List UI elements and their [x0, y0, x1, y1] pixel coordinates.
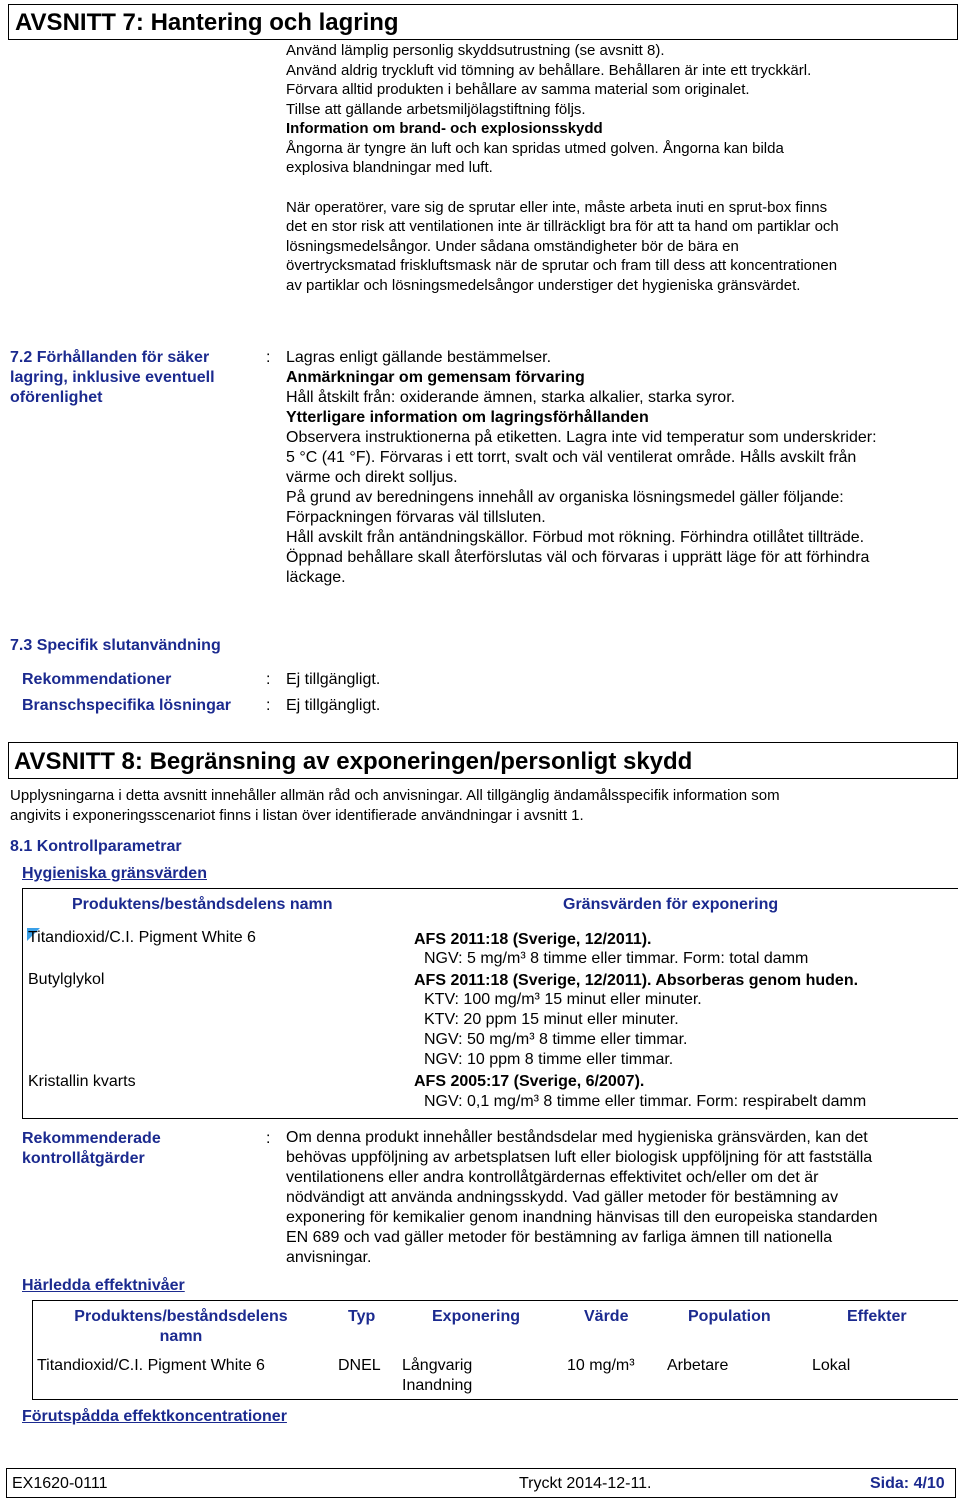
colon-separator: : — [266, 697, 271, 714]
text-line: ventilationens eller andra kontrollåtgärdernas effektivitet och/eller om det är — [286, 1169, 819, 1186]
table-row-name: Titandioxid/C.I. Pigment White 6 — [28, 929, 256, 946]
footer-box — [6, 1468, 956, 1498]
label-line: Rekommenderade — [22, 1130, 161, 1147]
recommended-controls-text — [286, 1128, 877, 1268]
table-row-name: Butylglykol — [28, 971, 105, 988]
spray-line: lösningsmedelsångor. Under sådana omständigheter bör de bära en — [286, 237, 739, 255]
storage-line: På grund av beredningens innehåll av organiska lösningsmedel gäller följande: — [286, 489, 844, 506]
table-border — [32, 1300, 33, 1399]
intro-line: Använd aldrig tryckluft vid tömning av behållare. Behållaren är inte ett tryckkärl. — [286, 61, 812, 79]
dnel-header-type: Typ — [348, 1308, 376, 1325]
fire-line: explosiva blandningar med luft. — [286, 159, 493, 176]
label-line: lagring, inklusive eventuell — [10, 369, 215, 386]
section-7-3-heading: 7.3 Specifik slutanvändning — [10, 637, 221, 654]
joint-storage-heading: Anmärkningar om gemensam förvaring — [286, 369, 585, 386]
dnel-row-name: Titandioxid/C.I. Pigment White 6 — [37, 1357, 265, 1374]
intro-line: Använd lämplig personlig skyddsutrustning (se avsnitt 8). — [286, 42, 665, 59]
section-8-1-heading: 8.1 Kontrollparametrar — [10, 838, 182, 855]
pnec-heading: Förutspådda effektkoncentrationer — [22, 1408, 287, 1425]
industry-solutions-label: Branschspecifika lösningar — [22, 697, 231, 714]
text-line: behövas uppföljning av arbetsplatsen luft eller biologisk uppföljning för att fastställa — [286, 1149, 873, 1166]
dnel-header-name — [38, 1307, 324, 1347]
table-row-name: Kristallin kvarts — [28, 1073, 136, 1090]
storage-line: 5 °C (41 °F). Förvaras i ett torrt, svalt och väl ventilerat område. Hålls avskilt från — [286, 449, 857, 466]
hygienic-limits-heading: Hygieniska gränsvärden — [22, 865, 207, 882]
section-8-intro — [10, 786, 780, 825]
spray-line: det en stor risk att ventilationen inte är tillräckligt bra för att ta hand om partiklar och — [286, 218, 839, 235]
colon-separator: : — [266, 671, 271, 688]
section-8-title: AVSNITT 8: Begränsning av exponeringen/personligt skydd — [14, 748, 693, 775]
text-line: EN 689 och vad gäller metoder för bestämning av farliga ämnen till nationella — [286, 1229, 833, 1246]
section-7-2-label — [10, 348, 215, 408]
dnel-row-type: DNEL — [338, 1357, 381, 1374]
storage-line: värme och direkt solljus. — [286, 469, 458, 486]
storage-info-heading: Ytterligare information om lagringsförhållanden — [286, 409, 649, 426]
dnel-header-exposure: Exponering — [432, 1308, 521, 1325]
label-line: oförenlighet — [10, 389, 103, 406]
oel-column-header-limits: Gränsvärden för exponering — [563, 896, 779, 913]
table-row-limit: KTV: 100 mg/m³ 15 minut eller minuter. — [424, 991, 702, 1008]
spray-line: När operatörer, vare sig de sprutar eller inte, måste arbeta inuti en sprut-box finns — [286, 198, 828, 216]
text-line: nödvändigt att använda andningsskydd. Vad gäller metoder för bestämning av — [286, 1189, 839, 1206]
intro-line: Tillse att gällande arbetsmiljölagstiftning följs. — [286, 100, 586, 118]
table-row-limit: KTV: 20 ppm 15 minut eller minuter. — [424, 1011, 679, 1028]
dnel-row-effects: Lokal — [812, 1357, 851, 1374]
spray-line: övertrycksmatad friskluftsmask när de sprutar och fram till dess att koncentrationen — [286, 257, 838, 274]
oel-column-header-name: Produktens/beståndsdelens namn — [72, 896, 333, 913]
colon-separator: : — [266, 1130, 271, 1147]
table-row-ref: AFS 2005:17 (Sverige, 6/2007). — [414, 1073, 645, 1090]
footer-printed: Tryckt 2014-12-11. — [519, 1475, 652, 1492]
header-line: namn — [159, 1328, 203, 1345]
table-border — [22, 888, 958, 889]
dnel-heading: Härledda effektnivåer — [22, 1277, 185, 1294]
fire-heading: Information om brand- och explosionsskydd — [286, 120, 603, 137]
table-row-limit: NGV: 5 mg/m³ 8 timme eller timmar. Form: total damm — [424, 950, 809, 967]
table-row-limit: NGV: 10 ppm 8 timme eller timmar. — [424, 1051, 674, 1068]
intro-line: angivits i exponeringsscenariot finns i listan över identifierade användningar i avsnitt 1. — [10, 806, 584, 824]
header-line: Produktens/beståndsdelens — [74, 1308, 288, 1325]
table-row-limit: NGV: 50 mg/m³ 8 timme eller timmar. — [424, 1031, 688, 1048]
cell-line: Långvarig — [402, 1357, 473, 1374]
section-7-1-text — [286, 41, 839, 295]
section-8-header — [8, 742, 958, 779]
section-7-title: AVSNITT 7: Hantering och lagring — [15, 9, 399, 36]
table-row-ref: AFS 2011:18 (Sverige, 12/2011). Absorberas genom huden. — [414, 972, 859, 989]
dnel-row-population: Arbetare — [667, 1357, 729, 1374]
storage-line: Öppnad behållare skall återförslutas väl och förvaras i upprätt läge för att förhindra — [286, 549, 870, 566]
label-line: kontrollåtgärder — [22, 1150, 145, 1167]
table-border — [32, 1300, 958, 1301]
dnel-header-value: Värde — [584, 1308, 629, 1325]
dnel-row-value: 10 mg/m³ — [567, 1357, 635, 1374]
footer-page: Sida: 4/10 — [870, 1475, 945, 1492]
table-border — [22, 1118, 958, 1119]
table-row-limits — [424, 990, 702, 1070]
storage-line: Observera instruktionerna på etiketten. Lagra inte vid temperatur som underskrider: — [286, 429, 877, 446]
recommendations-label: Rekommendationer — [22, 671, 172, 688]
cell-line: Inandning — [402, 1377, 473, 1394]
storage-line: Förpackningen förvaras väl tillsluten. — [286, 509, 546, 526]
text-line: anvisningar. — [286, 1249, 372, 1266]
dnel-header-population: Population — [688, 1308, 771, 1325]
colon-separator: : — [266, 349, 271, 366]
industry-solutions-value: Ej tillgängligt. — [286, 697, 381, 714]
table-row-ref: AFS 2011:18 (Sverige, 12/2011). — [414, 931, 652, 948]
text-line: exponering för kemikalier genom inandning hänvisas till den europeiska standarden — [286, 1209, 878, 1226]
storage-line: Håll avskilt från antändningskällor. Förbud mot rökning. Förhindra otillåtet tillträde. — [286, 529, 865, 546]
recommended-controls-label — [22, 1129, 161, 1169]
table-border — [22, 888, 23, 1118]
label-line: 7.2 Förhållanden för säker — [10, 349, 210, 366]
intro-line: Upplysningarna i detta avsnitt innehåller allmän råd och anvisningar. All tillgänglig ändamålsspecifik information som — [10, 787, 780, 804]
dnel-row-exposure — [402, 1356, 472, 1396]
storage-line: läckage. — [286, 569, 346, 586]
intro-line: Förvara alltid produkten i behållare av samma material som originalet. — [286, 81, 750, 98]
section-7-2-text — [286, 348, 877, 588]
dnel-header-effects: Effekter — [847, 1308, 907, 1325]
table-border — [32, 1399, 958, 1400]
fire-line: Ångorna är tyngre än luft och kan spridas utmed golven. Ångorna kan bilda — [286, 139, 784, 157]
storage-line: Håll åtskilt från: oxiderande ämnen, starka alkalier, starka syror. — [286, 389, 736, 406]
text-line: Om denna produkt innehåller beståndsdelar med hygieniska gränsvärden, kan det — [286, 1129, 868, 1146]
recommendations-value: Ej tillgängligt. — [286, 671, 381, 688]
footer-code: EX1620-0111 — [12, 1475, 108, 1492]
table-row-limit: NGV: 0,1 mg/m³ 8 timme eller timmar. Form: respirabelt damm — [424, 1093, 867, 1110]
spray-line: av partiklar och lösningsmedelsångor understiger det hygieniska gränsvärdet. — [286, 276, 801, 294]
section-7-header — [8, 4, 958, 40]
storage-line: Lagras enligt gällande bestämmelser. — [286, 349, 552, 366]
